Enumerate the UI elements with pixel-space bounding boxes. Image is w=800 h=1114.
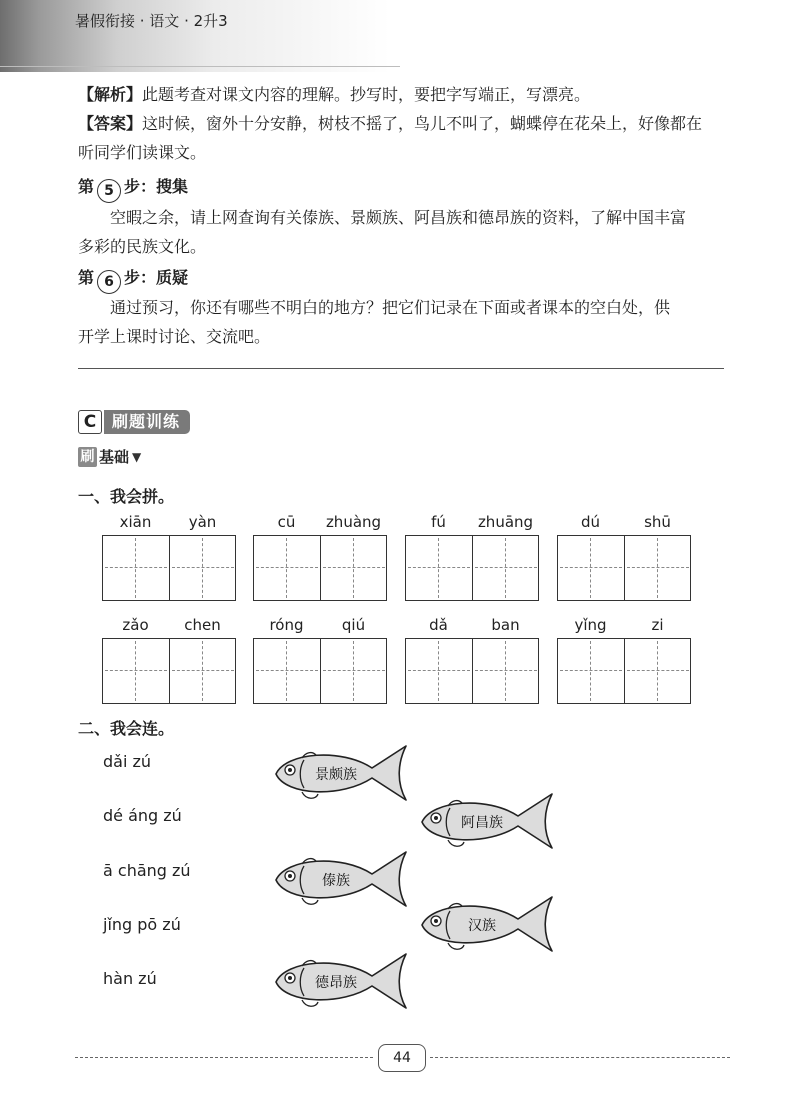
subsection-title: 基础: [99, 448, 130, 466]
guide-line-horizontal: [475, 670, 537, 671]
pinyin-label: yǐng: [574, 616, 607, 634]
question-2-title: 二、我会连。: [78, 719, 175, 738]
guide-line-vertical: [202, 538, 203, 598]
pinyin-label: qiú: [341, 616, 366, 634]
guide-line-horizontal: [560, 567, 622, 568]
guide-line-vertical: [438, 641, 439, 701]
step-5-line-2: 多彩的民族文化。: [78, 237, 207, 256]
writing-cell[interactable]: [321, 639, 387, 703]
pinyin-label: xiān: [119, 513, 152, 531]
guide-line-vertical: [353, 641, 354, 701]
fish-option[interactable]: [272, 742, 412, 804]
writing-grid[interactable]: [405, 535, 539, 601]
writing-cell[interactable]: [103, 536, 170, 600]
writing-cell[interactable]: [170, 639, 236, 703]
answer-line-2: 听同学们读课文。: [78, 143, 207, 162]
guide-line-horizontal: [408, 567, 470, 568]
writing-grid[interactable]: [253, 638, 387, 704]
fish-label: 德昂族: [315, 975, 357, 991]
step-5-body: [78, 203, 738, 261]
step-6-suffix: 步：质疑: [124, 268, 189, 287]
guide-line-horizontal: [627, 567, 689, 568]
step-6-body: [78, 293, 738, 351]
writing-cell[interactable]: [406, 536, 473, 600]
footer-dashed-line-left: [75, 1057, 373, 1058]
step-5-heading: [78, 174, 188, 203]
triangle-down-icon: ▼: [132, 449, 142, 464]
pinyin-label: zǎo: [122, 616, 149, 634]
guide-line-horizontal: [256, 567, 318, 568]
subsection-first-char: 刷: [78, 447, 97, 467]
guide-line-vertical: [657, 641, 658, 701]
pinyin-label: fú: [431, 513, 446, 531]
guide-line-vertical: [505, 641, 506, 701]
pinyin-label: yàn: [188, 513, 217, 531]
pinyin-label: chen: [184, 616, 221, 634]
pinyin-label: ban: [491, 616, 520, 634]
pinyin-label: shū: [644, 513, 671, 531]
guide-line-horizontal: [172, 567, 234, 568]
fish-label: 傣族: [322, 873, 350, 889]
answer-line-1: 这时候，窗外十分安静，树枝不摇了，鸟儿不叫了，蝴蝶停在花朵上，好像都在: [142, 114, 703, 133]
fish-label: 阿昌族: [461, 815, 503, 831]
guide-line-horizontal: [172, 670, 234, 671]
section-c-letter: C: [78, 410, 102, 434]
match-pinyin-3: ā chāng zú: [103, 861, 191, 880]
pinyin-label: zhuàng: [325, 513, 382, 531]
match-pinyin-1: dǎi zú: [103, 752, 152, 771]
fish-label: 景颇族: [315, 767, 357, 783]
writing-grid[interactable]: [405, 638, 539, 704]
guide-line-horizontal: [560, 670, 622, 671]
answer-paragraph: [78, 109, 738, 167]
step-6-line-1: 通过预习，你还有哪些不明白的地方？把它们记录在下面或者课本的空白处，供: [110, 298, 671, 317]
match-pinyin-2: dé áng zú: [103, 806, 182, 825]
analysis-label: 【解析】: [78, 85, 143, 104]
writing-cell[interactable]: [625, 639, 691, 703]
guide-line-vertical: [438, 538, 439, 598]
analysis-text: 此题考查对课文内容的理解。抄写时，要把字写端正，写漂亮。: [142, 85, 591, 104]
header-rule: [0, 66, 400, 67]
pinyin-label: zhuāng: [477, 513, 534, 531]
writing-cell[interactable]: [103, 639, 170, 703]
pinyin-label: dǎ: [429, 616, 448, 634]
pinyin-label: róng: [269, 616, 304, 634]
page-number: 44: [378, 1044, 426, 1072]
writing-cell[interactable]: [473, 639, 539, 703]
match-pinyin-4: jǐng pō zú: [103, 915, 181, 934]
question-1-title: 一、我会拼。: [78, 487, 175, 506]
section-c-heading: [78, 409, 190, 435]
guide-line-vertical: [657, 538, 658, 598]
guide-line-vertical: [590, 641, 591, 701]
fish-option[interactable]: [418, 893, 558, 955]
guide-line-vertical: [135, 641, 136, 701]
guide-line-horizontal: [105, 670, 167, 671]
section-divider: [78, 368, 724, 369]
writing-cell[interactable]: [254, 639, 321, 703]
writing-grid[interactable]: [102, 535, 236, 601]
guide-line-horizontal: [627, 670, 689, 671]
writing-cell[interactable]: [321, 536, 387, 600]
writing-cell[interactable]: [625, 536, 691, 600]
pinyin-label: cū: [277, 513, 296, 531]
guide-line-horizontal: [323, 670, 385, 671]
writing-grid[interactable]: [557, 535, 691, 601]
step-5-number: 5: [97, 179, 121, 203]
step-6-line-2: 开学上课时讨论、交流吧。: [78, 327, 271, 346]
writing-grid[interactable]: [557, 638, 691, 704]
pinyin-label: dú: [580, 513, 601, 531]
analysis-paragraph: [78, 80, 590, 109]
step-6-number: 6: [97, 270, 121, 294]
header-title: 暑假衔接 · 语文 · 2升3: [75, 12, 228, 30]
writing-cell[interactable]: [254, 536, 321, 600]
writing-cell[interactable]: [558, 639, 625, 703]
guide-line-vertical: [286, 641, 287, 701]
step-5-suffix: 步：搜集: [124, 177, 189, 196]
guide-line-horizontal: [408, 670, 470, 671]
pinyin-label: zi: [651, 616, 664, 634]
guide-line-vertical: [202, 641, 203, 701]
step-5-line-1: 空暇之余，请上网查询有关傣族、景颇族、阿昌族和德昂族的资料，了解中国丰富: [110, 208, 687, 227]
writing-cell[interactable]: [558, 536, 625, 600]
guide-line-horizontal: [323, 567, 385, 568]
guide-line-horizontal: [475, 567, 537, 568]
fish-option[interactable]: [418, 790, 558, 852]
fish-option[interactable]: [272, 848, 412, 910]
guide-line-vertical: [135, 538, 136, 598]
subsection-heading: [78, 446, 141, 467]
writing-cell[interactable]: [170, 536, 236, 600]
guide-line-horizontal: [256, 670, 318, 671]
writing-cell[interactable]: [473, 536, 539, 600]
guide-line-vertical: [353, 538, 354, 598]
writing-cell[interactable]: [406, 639, 473, 703]
guide-line-vertical: [286, 538, 287, 598]
answer-label: 【答案】: [78, 114, 143, 133]
guide-line-horizontal: [105, 567, 167, 568]
writing-grid[interactable]: [253, 535, 387, 601]
fish-option[interactable]: [272, 950, 412, 1012]
section-c-label: 刷题训练: [104, 410, 190, 434]
fish-label: 汉族: [468, 918, 496, 934]
step-5-prefix: 第: [78, 177, 95, 196]
footer-dashed-line-right: [430, 1057, 730, 1058]
guide-line-vertical: [505, 538, 506, 598]
guide-line-vertical: [590, 538, 591, 598]
step-6-heading: [78, 265, 188, 294]
match-pinyin-5: hàn zú: [103, 969, 157, 988]
step-6-prefix: 第: [78, 268, 95, 287]
writing-grid[interactable]: [102, 638, 236, 704]
